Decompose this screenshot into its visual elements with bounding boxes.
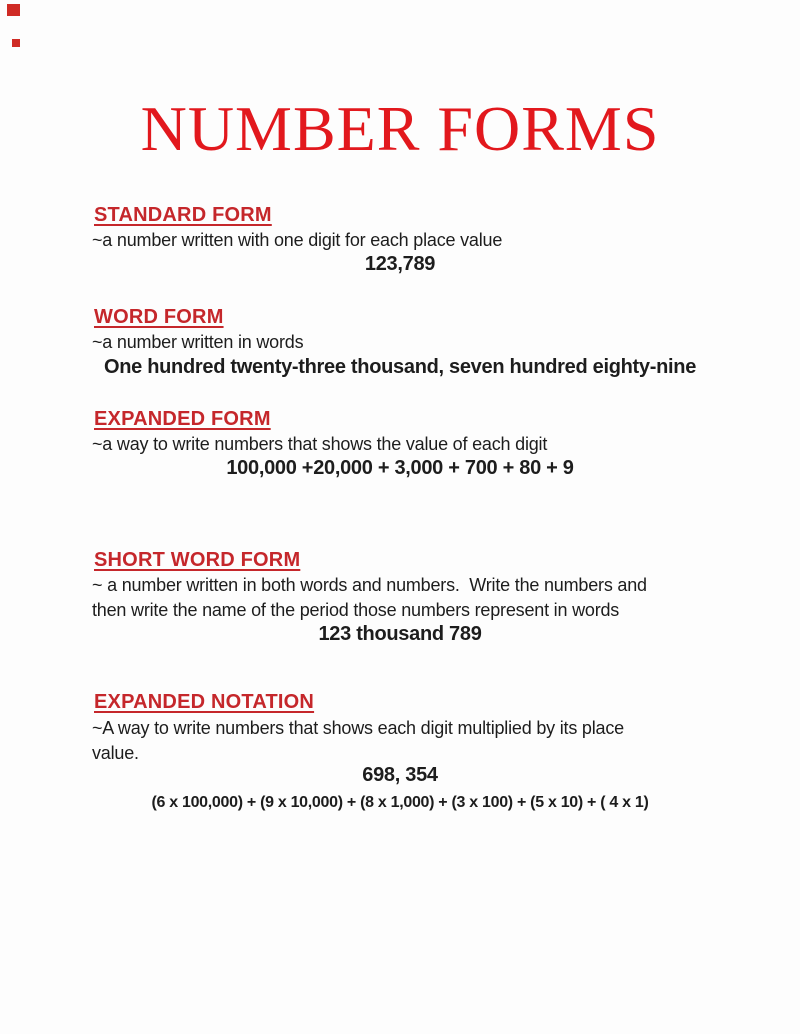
example-expanded-notation-number: 698, 354	[362, 764, 438, 786]
page-title: NUMBER FORMS	[140, 93, 660, 164]
definition-line-continued: value.	[92, 743, 139, 763]
definition-line: ~a number written in words	[92, 332, 304, 352]
example-expanded-form: 100,000 +20,000 + 3,000 + 700 + 80 + 9	[226, 457, 574, 479]
example-expanded-notation-formula: (6 x 100,000) + (9 x 10,000) + (8 x 1,000) + (3 x 100) + (5 x 10) + ( 4 x 1)	[151, 794, 649, 811]
example-short-word-form: 123 thousand 789	[318, 623, 482, 645]
section-heading-standard-form: STANDARD FORM	[94, 204, 272, 226]
definition-line: then write the name of the period those numbers represent in words	[92, 600, 620, 620]
section-heading-word-form: WORD FORM	[94, 306, 224, 328]
definition-line: ~a number written with one digit for each place value	[92, 230, 503, 250]
section-heading-expanded-form: EXPANDED FORM	[94, 408, 271, 430]
section-heading-expanded-notation: EXPANDED NOTATION	[94, 691, 315, 713]
example-word-form: One hundred twenty-three thousand, seven hundred eighty-nine	[103, 356, 697, 378]
red-scan-artifact-2	[12, 39, 20, 47]
definition-line: ~ a number written in both words and numbers. Write the numbers and	[92, 575, 647, 595]
definition-line: ~a way to write numbers that shows the value of each digit	[92, 434, 548, 454]
section-heading-short-word-form: SHORT WORD FORM	[94, 549, 301, 571]
definition-line: ~A way to write numbers that shows each digit multiplied by its place	[92, 718, 624, 738]
red-scan-artifact-1	[7, 4, 20, 16]
example-standard-form: 123,789	[364, 253, 436, 275]
